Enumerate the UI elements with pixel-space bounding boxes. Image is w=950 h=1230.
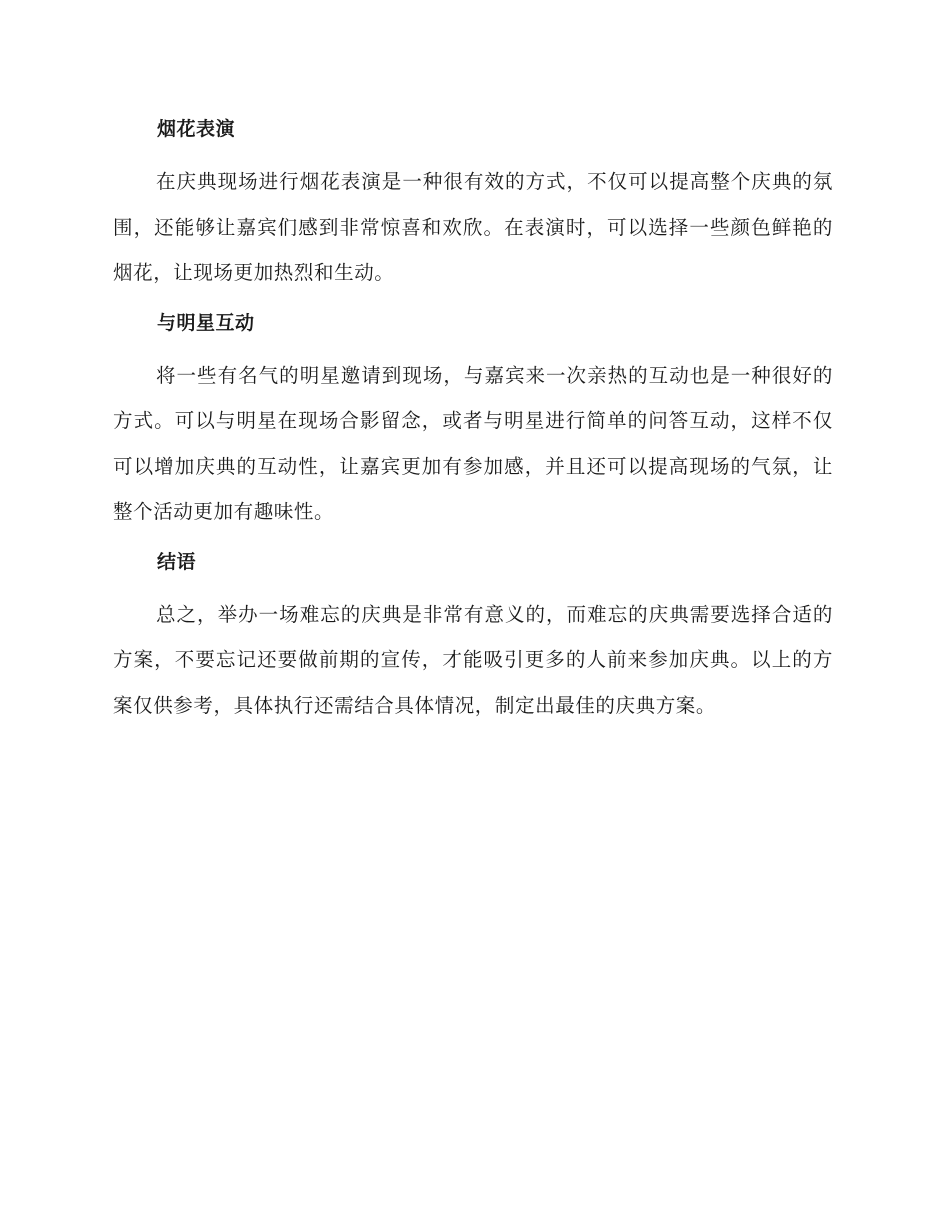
section-celebrity-interaction (113, 304, 833, 535)
section-conclusion (113, 543, 833, 729)
document-content (113, 110, 833, 736)
section-fireworks (113, 110, 833, 296)
section-heading: 与明星互动 (157, 311, 255, 334)
section-heading: 结语 (157, 550, 197, 573)
section-paragraph: 总之，举办一场难忘的庆典是非常有意义的，而难忘的庆典需要选择合适的方案，不要忘记还要做前期的宣传，才能吸引更多的人前来参加庆典。以上的方案仅供参考，具体执行还需结合具体情况，制定出最佳的庆典方案。 (113, 602, 833, 717)
section-paragraph: 在庆典现场进行烟花表演是一种很有效的方式，不仅可以提高整个庆典的氛围，还能够让嘉宾们感到非常惊喜和欢欣。在表演时，可以选择一些颜色鲜艳的烟花，让现场更加热烈和生动。 (113, 170, 833, 284)
section-heading: 烟花表演 (157, 118, 236, 140)
section-paragraph: 将一些有名气的明星邀请到现场，与嘉宾来一次亲热的互动也是一种很好的方式。可以与明星在现场合影留念，或者与明星进行简单的问答互动，这样不仅可以增加庆典的互动性，让嘉宾更加有参加感，并且还可以提高现场的气氛，让整个活动更加有趣味性。 (113, 363, 833, 523)
